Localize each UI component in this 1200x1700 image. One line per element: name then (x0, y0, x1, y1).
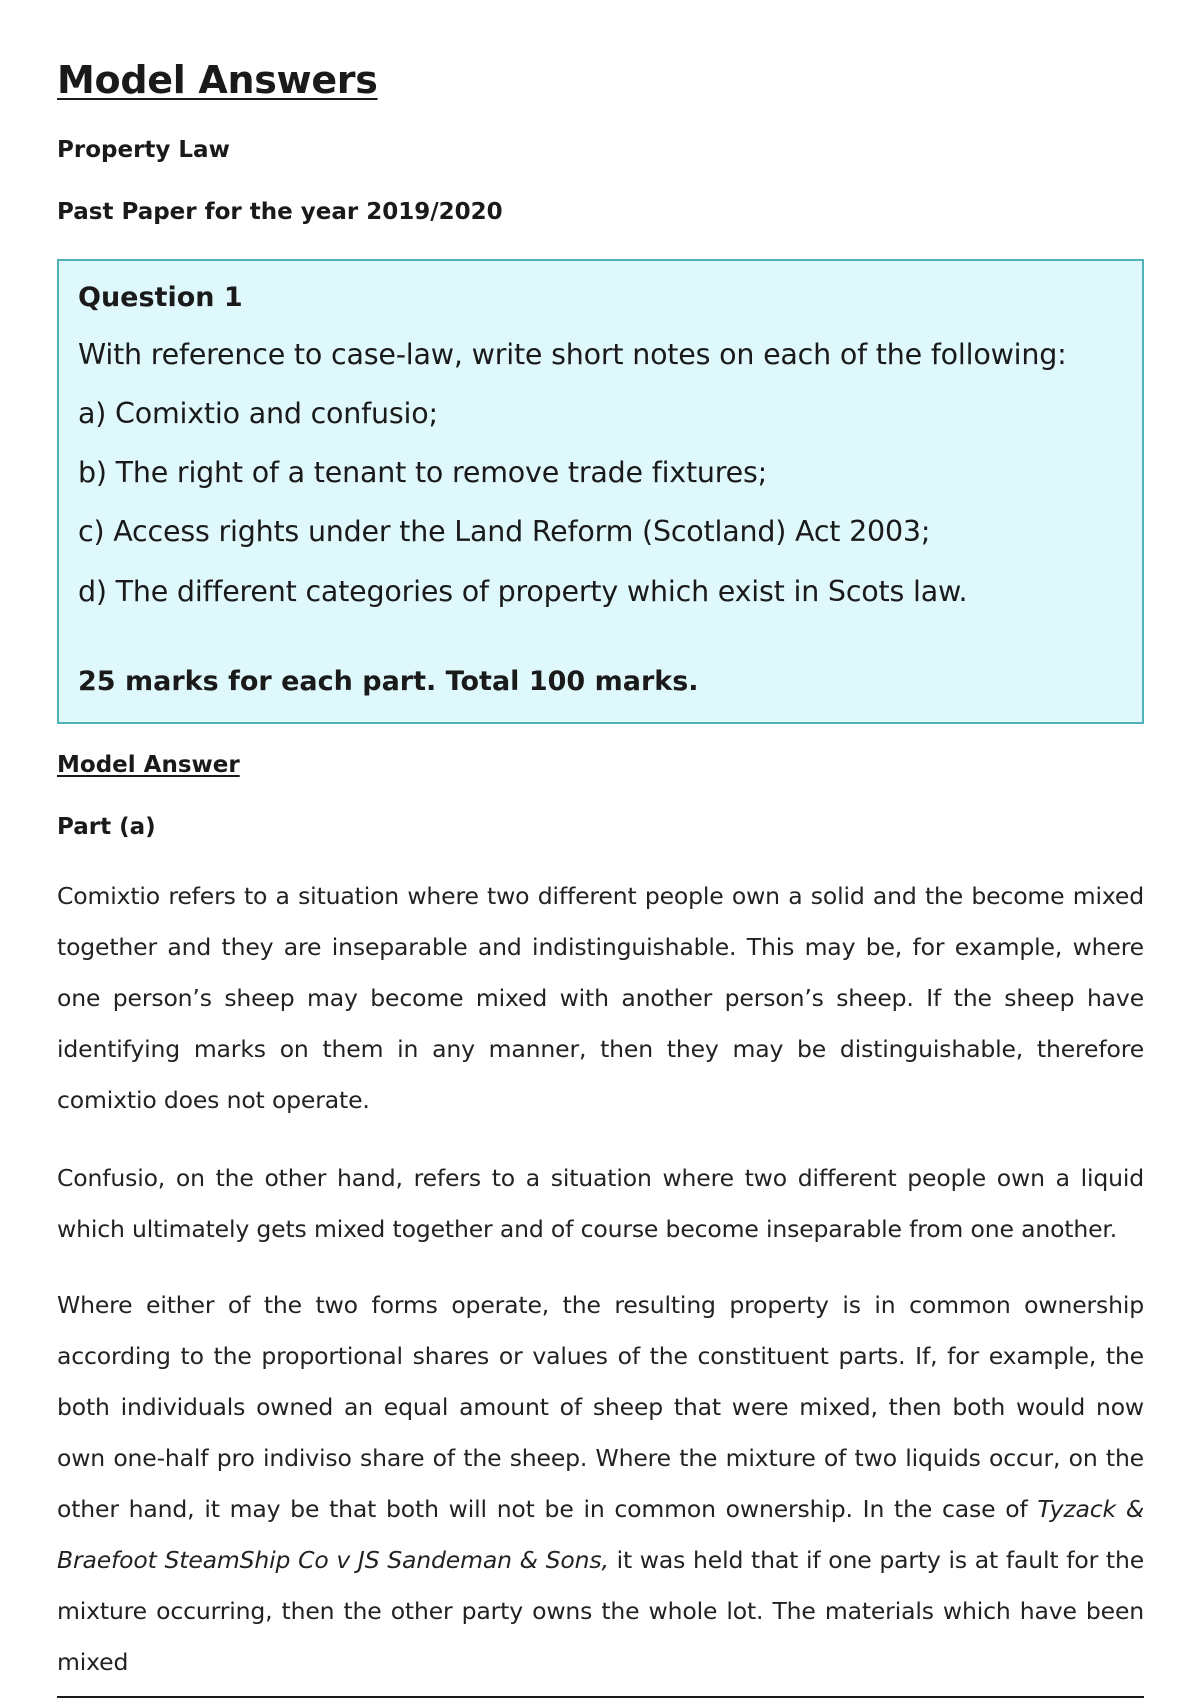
document-title: Model Answers (57, 58, 378, 102)
question-part-a: a) Comixtio and confusio; (78, 397, 438, 430)
answer-paragraph-comixtio: Comixtio refers to a situation where two different people own a solid and the become mixed together and they are inseparable and indistinguishable. This may be, for example, where one person’s sheep may become mixed with another person’s sheep. If the sheep have identifying marks on them in any manner, then they may be distinguishable, therefore comixtio does not operate. (57, 882, 1144, 1114)
question-part-d: d) The different categories of property which exist in Scots law. (78, 575, 968, 608)
question-marks: 25 marks for each part. Total 100 marks. (78, 666, 699, 697)
paragraph-text-after-case: it was held that if one party is at fault for the mixture occurring, then the other party owns the whole lot. The materials which have been mixed (57, 1546, 1144, 1676)
model-answer-heading: Model Answer (57, 752, 240, 778)
question-part-c: c) Access rights under the Land Reform (Scotland) Act 2003; (78, 515, 931, 548)
part-heading: Part (a) (57, 814, 156, 840)
question-box (57, 259, 1144, 724)
question-instruction: With reference to case-law, write short notes on each of the following: (78, 338, 1067, 371)
paper-label: Past Paper for the year 2019/2020 (57, 199, 503, 225)
subject-label: Property Law (57, 137, 230, 163)
paragraph-text-before-case: Where either of the two forms operate, the resulting property is in common ownership according to the proportional shares or values of the constituent parts. If, for example, the both individuals owned an equal amount of sheep that were mixed, then both would now own one-half pro indiviso share of the sheep. Where the mixture of two liquids occur, on the other hand, it may be that both will not be in common ownership. In the case of (57, 1291, 1144, 1523)
case-citation: Tyzack & Braefoot SteamShip Co v JS Sandeman & Sons, (57, 1495, 1144, 1574)
answer-paragraph-common-ownership (57, 1280, 1144, 1688)
answer-paragraph-confusio: Confusio, on the other hand, refers to a situation where two different people own a liquid which ultimately gets mixed together and of course become inseparable from one another. (57, 1164, 1144, 1243)
question-heading: Question 1 (78, 282, 243, 313)
page-bottom-rule (57, 1696, 1144, 1698)
question-part-b: b) The right of a tenant to remove trade fixtures; (78, 456, 768, 489)
